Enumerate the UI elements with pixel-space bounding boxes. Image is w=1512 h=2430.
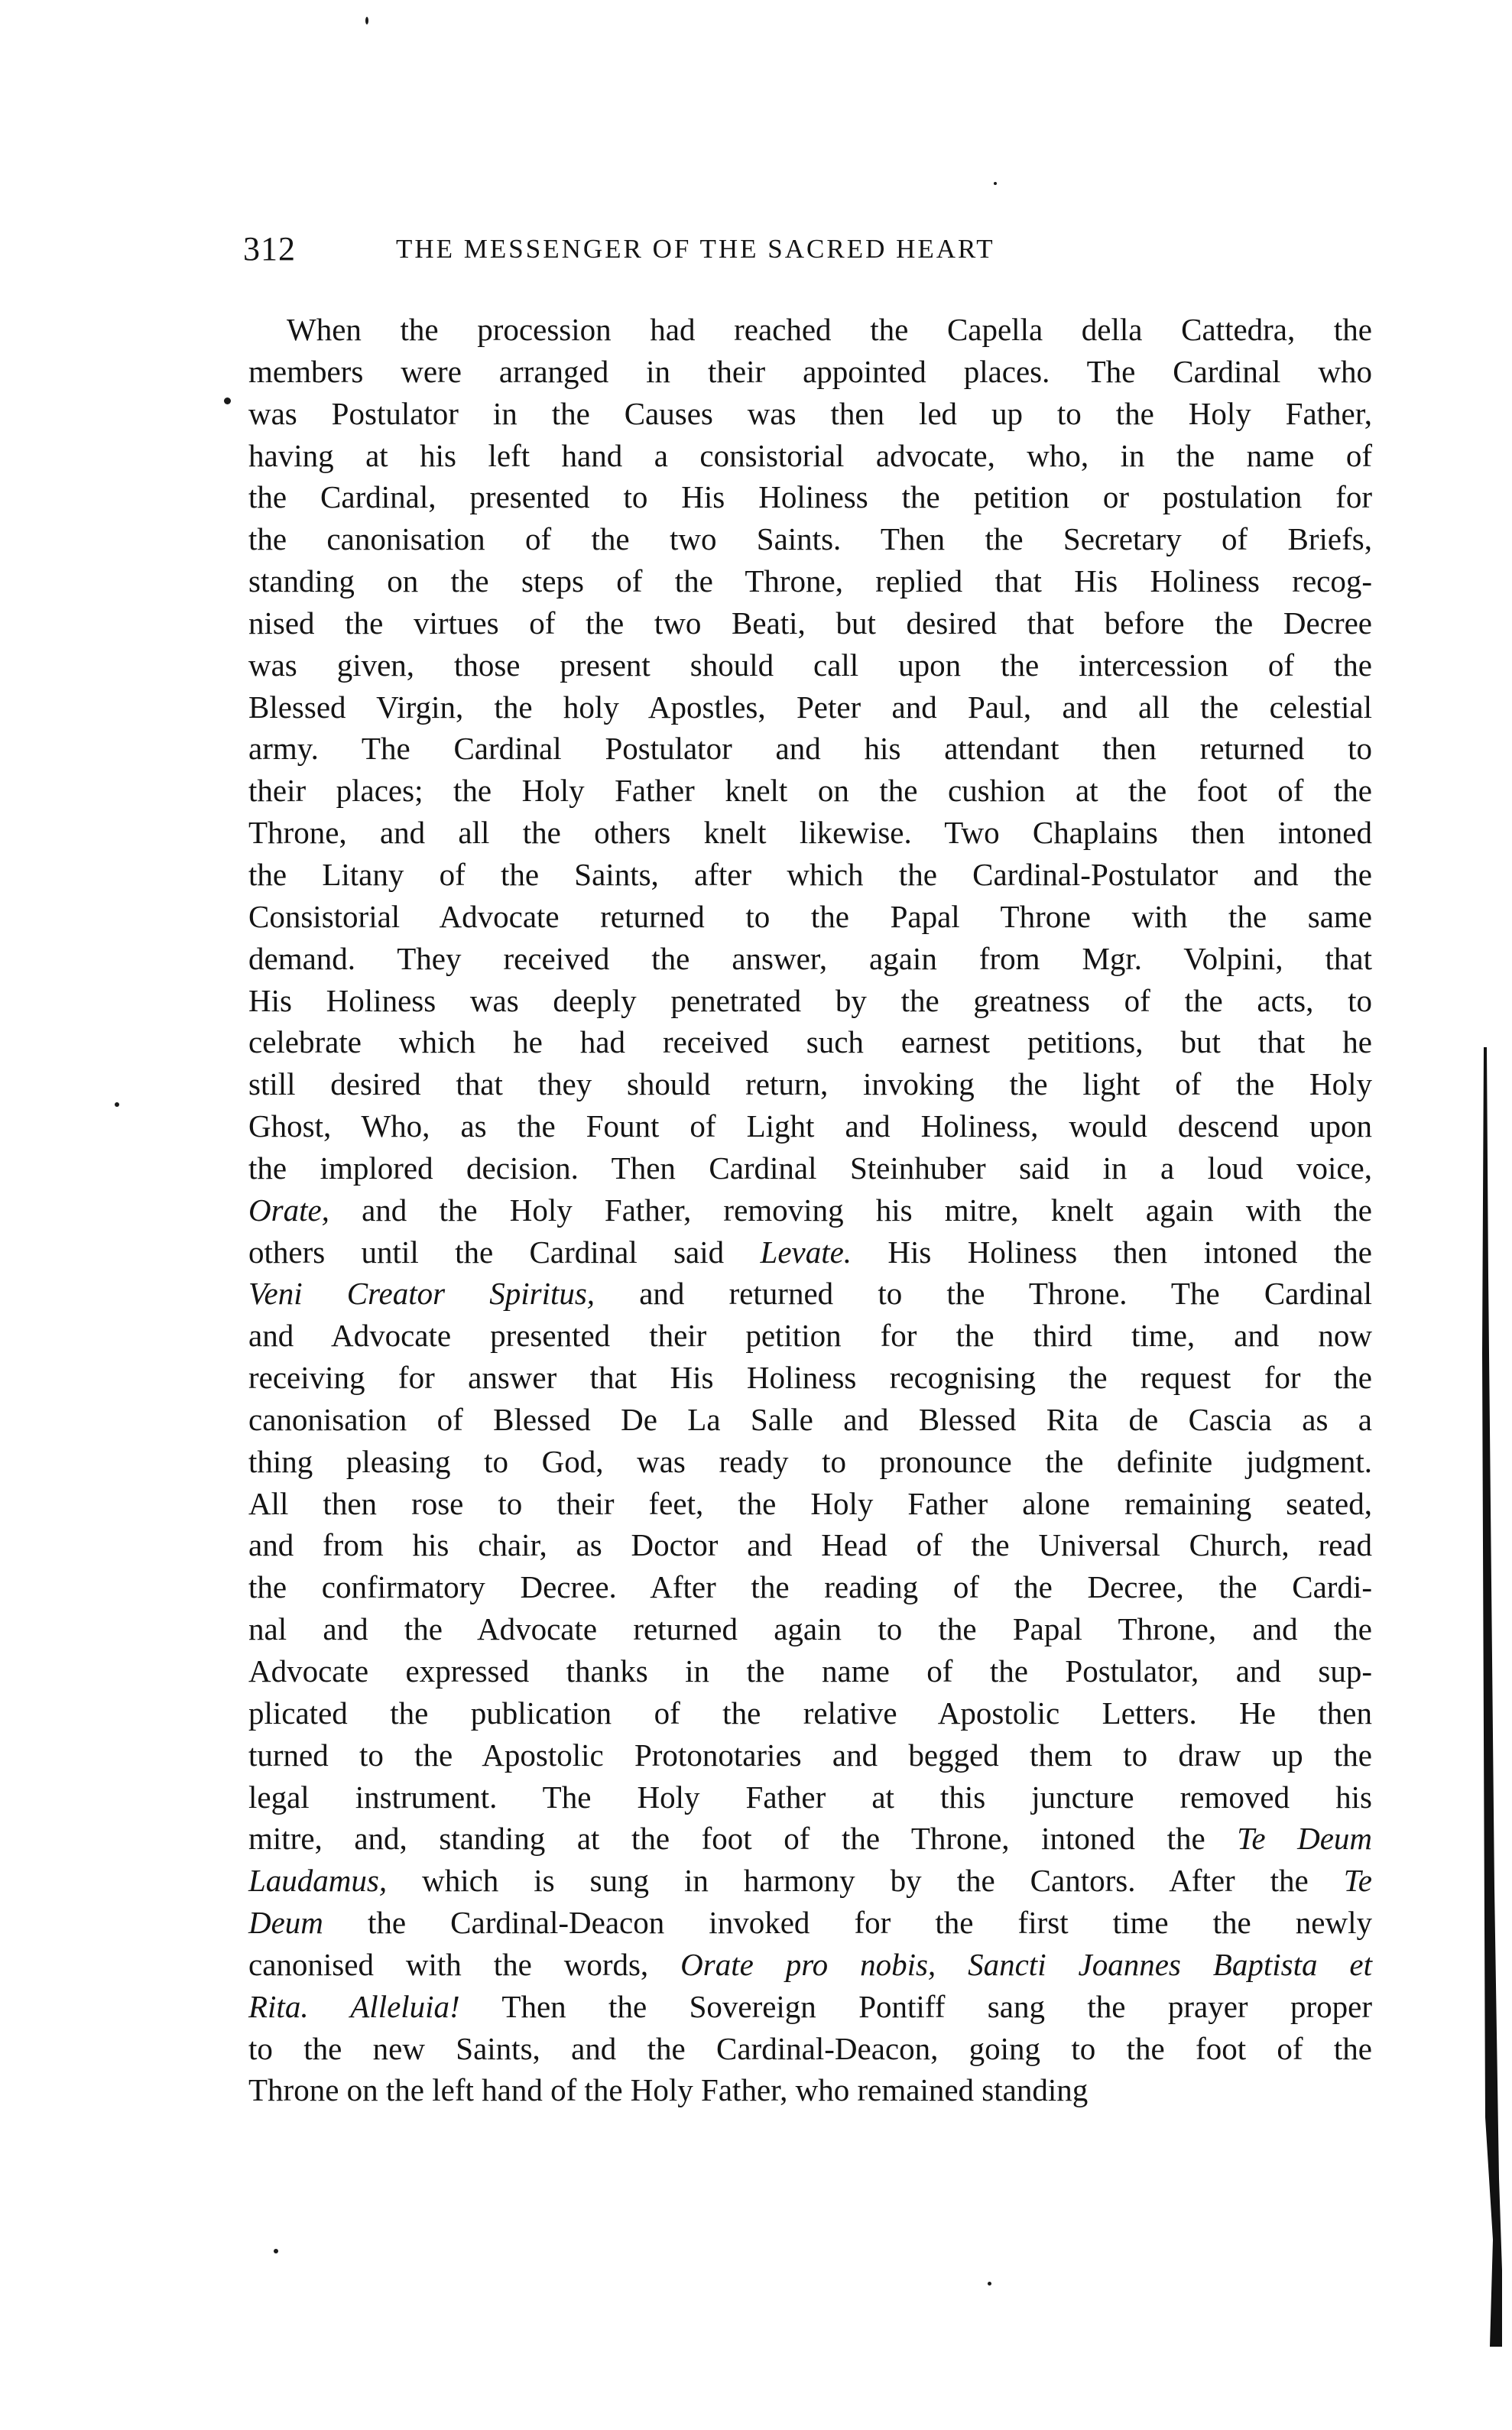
text-line: Rita. Alleluia! Then the Sovereign Pontiff sang the prayer proper — [248, 1988, 1372, 2024]
scan-speck — [224, 397, 231, 404]
text-line: still desired that they should return, invoking the light of the Holy — [248, 1066, 1372, 1102]
text-line: nised the virtues of the two Beati, but desired that before the Decree — [248, 605, 1372, 641]
italic-text: Deum — [248, 1905, 323, 1941]
text-line: thing pleasing to God, was ready to pronounce the definite judgment. — [248, 1443, 1372, 1479]
text-line: their places; the Holy Father knelt on the cushion at the foot of the — [248, 773, 1372, 809]
text-line: Advocate expressed thanks in the name of the Postulator, and sup- — [248, 1653, 1372, 1689]
italic-text: Te — [1343, 1863, 1372, 1899]
text-line: celebrate which he had received such earnest petitions, but that he — [248, 1024, 1372, 1060]
text-line: the Cardinal, presented to His Holiness the petition or postulation for — [248, 479, 1372, 515]
italic-text: Orate, — [248, 1192, 329, 1228]
text-line: and Advocate presented their petition for the third time, and now — [248, 1318, 1372, 1354]
text-line: the canonisation of the two Saints. Then the Secretary of Briefs, — [248, 521, 1372, 557]
text-line: mitre, and, standing at the foot of the Throne, intoned the Te Deum — [248, 1821, 1372, 1857]
text-line: plicated the publication of the relative Apostolic Letters. He then — [248, 1695, 1372, 1731]
text-line: army. The Cardinal Postulator and his attendant then returned to — [248, 731, 1372, 767]
text-line: and from his chair, as Doctor and Head of the Universal Church, read — [248, 1527, 1372, 1563]
italic-text: Laudamus, — [248, 1863, 388, 1899]
text-line: standing on the steps of the Throne, replied that His Holiness recog- — [248, 563, 1372, 599]
text-line: the confirmatory Decree. After the reading of the Decree, the Cardi- — [248, 1569, 1372, 1605]
text-line: turned to the Apostolic Protonotaries and begged them to draw up the — [248, 1737, 1372, 1773]
text-line: receiving for answer that His Holiness recognising the request for the — [248, 1360, 1372, 1396]
text-line: Laudamus, which is sung in harmony by the Cantors. After the Te — [248, 1863, 1372, 1899]
text-line: Ghost, Who, as the Fount of Light and Holiness, would descend upon — [248, 1108, 1372, 1144]
page-header — [243, 229, 1351, 275]
text-line: was given, those present should call upon the intercession of the — [248, 647, 1372, 683]
page-number: 312 — [243, 230, 296, 268]
italic-text: Orate pro nobis, Sancti Joannes Baptista et — [680, 1946, 1372, 1982]
text-line: Consistorial Advocate returned to the Papal Throne with the same — [248, 898, 1372, 934]
text-line: Blessed Virgin, the holy Apostles, Peter and Paul, and all the celestial — [248, 689, 1372, 725]
scan-speck — [115, 1102, 119, 1107]
text-line: to the new Saints, and the Cardinal-Deacon, going to the foot of the — [248, 2030, 1372, 2066]
scan-speck — [274, 2249, 278, 2253]
scan-speck — [988, 2282, 991, 2286]
text-line: All then rose to their feet, the Holy Father alone remaining seated, — [248, 1485, 1372, 1521]
italic-text: Veni Creator Spiritus, — [248, 1276, 595, 1312]
text-line: canonisation of Blessed De La Salle and Blessed Rita de Cascia as a — [248, 1401, 1372, 1437]
text-line: was Postulator in the Causes was then led up to the Holy Father, — [248, 395, 1372, 431]
text-line: others until the Cardinal said Levate. His Holiness then intoned the — [248, 1234, 1372, 1270]
text-line: demand. They received the answer, again from Mgr. Volpini, that — [248, 940, 1372, 976]
scan-speck — [994, 182, 997, 185]
text-line: having at his left hand a consistorial advocate, who, in the name of — [248, 437, 1372, 473]
text-line: His Holiness was deeply penetrated by the greatness of the acts, to — [248, 982, 1372, 1018]
text-line: members were arranged in their appointed places. The Cardinal who — [248, 353, 1372, 389]
text-line: the implored decision. Then Cardinal Steinhuber said in a loud voice, — [248, 1150, 1372, 1186]
text-line: canonised with the words, Orate pro nobis, Sancti Joannes Baptista et — [248, 1946, 1372, 1982]
text-line: the Litany of the Saints, after which the Cardinal-Postulator and the — [248, 856, 1372, 892]
text-line: Veni Creator Spiritus, and returned to the Throne. The Cardinal — [248, 1276, 1372, 1312]
italic-text: Rita. Alleluia! — [248, 1988, 460, 2024]
text-line: Throne on the left hand of the Holy Father, who remained standing — [248, 2072, 1089, 2108]
running-title: THE MESSENGER OF THE SACRED HEART — [396, 234, 995, 264]
text-line: legal instrument. The Holy Father at this juncture removed his — [248, 1779, 1372, 1815]
text-line: nal and the Advocate returned again to the Papal Throne, and the — [248, 1611, 1372, 1647]
text-line: When the procession had reached the Capella della Cattedra, the — [287, 312, 1372, 347]
text-line: Throne, and all the others knelt likewise. Two Chaplains then intoned — [248, 815, 1372, 851]
page-edge-shadow — [1479, 1047, 1502, 2347]
italic-text: Te Deum — [1237, 1821, 1372, 1857]
body-text — [248, 309, 1372, 2111]
text-line: Deum the Cardinal-Deacon invoked for the first time the newly — [248, 1905, 1372, 1941]
italic-text: Levate. — [760, 1234, 852, 1270]
text-line: Orate, and the Holy Father, removing his mitre, knelt again with the — [248, 1192, 1372, 1228]
scan-speck — [365, 17, 368, 24]
